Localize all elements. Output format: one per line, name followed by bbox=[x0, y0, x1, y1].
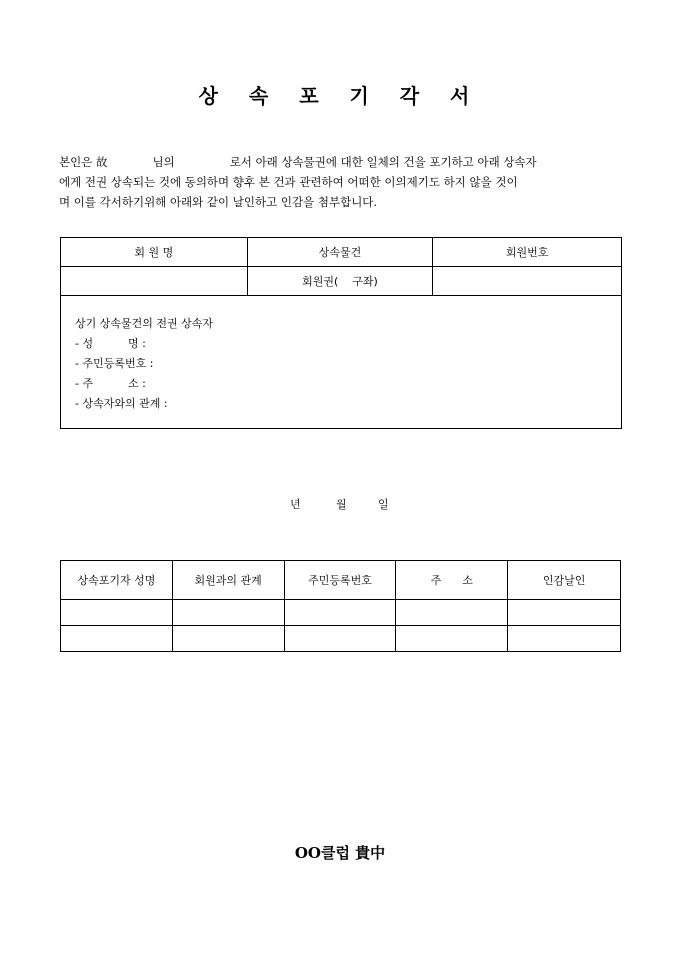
table-cell[interactable] bbox=[61, 626, 173, 652]
member-name-cell[interactable] bbox=[61, 267, 248, 296]
table-cell[interactable] bbox=[61, 600, 173, 626]
table-cell[interactable] bbox=[396, 600, 508, 626]
member-number-header: 회원번호 bbox=[433, 238, 622, 267]
date-line bbox=[290, 496, 389, 512]
renouncer-table bbox=[60, 560, 621, 652]
member-name-header: 회 원 명 bbox=[61, 238, 248, 267]
heir-info-title: 상기 상속물건의 전권 상속자 bbox=[75, 317, 214, 330]
intro-line-3: 며 이를 각서하기위해 아래와 같이 날인하고 인감을 첨부합니다. bbox=[59, 195, 378, 209]
table-cell[interactable] bbox=[284, 626, 396, 652]
table-cell[interactable] bbox=[172, 626, 284, 652]
table-cell[interactable] bbox=[508, 626, 621, 652]
heir-info-cell[interactable] bbox=[61, 296, 622, 429]
heir-id-line: - 주민등록번호 : bbox=[75, 357, 154, 370]
intro-line-1a: 본인은 故 bbox=[59, 155, 108, 169]
table-row bbox=[61, 600, 621, 626]
table-cell[interactable] bbox=[396, 626, 508, 652]
date-month: 월 bbox=[336, 498, 347, 511]
heir-address-line: - 주 소 : bbox=[75, 377, 146, 390]
table-cell[interactable] bbox=[172, 600, 284, 626]
renouncer-name-header: 상속포기자 성명 bbox=[61, 561, 173, 600]
resident-number-header: 주민등록번호 bbox=[284, 561, 396, 600]
club-footer: OO클럽 貴中 bbox=[294, 844, 386, 862]
heir-name-line: - 성 명 : bbox=[75, 337, 146, 350]
table-cell[interactable] bbox=[508, 600, 621, 626]
table-row bbox=[61, 626, 621, 652]
intro-paragraph bbox=[59, 152, 621, 212]
intro-line-1c: 로서 아래 상속물권에 대한 일체의 건을 포기하고 아래 상속자 bbox=[229, 155, 537, 169]
intro-line-1b: 님의 bbox=[152, 155, 175, 169]
date-year: 년 bbox=[290, 498, 301, 511]
member-number-cell[interactable] bbox=[433, 267, 622, 296]
heir-relation-line: - 상속자와의 관계 : bbox=[75, 397, 168, 410]
inheritance-table bbox=[60, 237, 622, 429]
inherited-item-header: 상속물건 bbox=[247, 238, 433, 267]
address-header: 주 소 bbox=[396, 561, 508, 600]
table-cell[interactable] bbox=[284, 600, 396, 626]
date-day: 일 bbox=[378, 498, 389, 511]
seal-header: 인감날인 bbox=[508, 561, 621, 600]
intro-line-2: 에게 전권 상속되는 것에 동의하며 향후 본 건과 관련하여 어떠한 이의제기도 하지 않을 것이 bbox=[59, 175, 518, 189]
relation-header: 회원과의 관계 bbox=[172, 561, 284, 600]
intro-line-1 bbox=[59, 152, 621, 172]
document-title: 상 속 포 기 각 서 bbox=[198, 84, 482, 108]
membership-cell[interactable]: 회원권( 구좌) bbox=[247, 267, 433, 296]
